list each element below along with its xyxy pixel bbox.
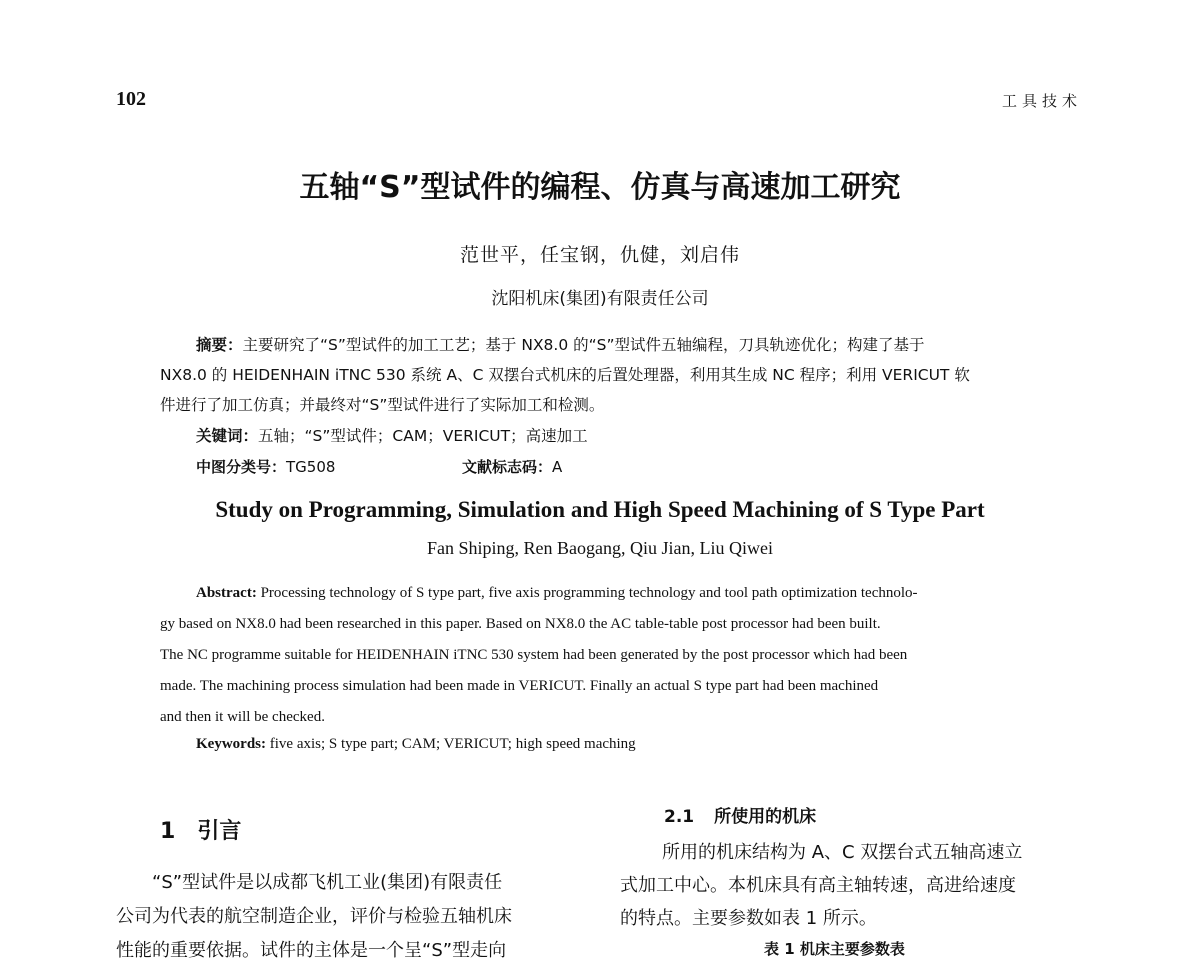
abstract-line: The NC programme suitable for HEIDENHAIN iTNC 530 system had been generated by the post processor which had been xyxy=(160,647,908,663)
section-heading xyxy=(160,814,241,845)
subsection-number: 2.1 xyxy=(664,807,695,827)
english-abstract xyxy=(160,578,1040,733)
abstract-label: 摘要： xyxy=(196,336,243,354)
subsection-title: 所使用的机床 xyxy=(714,807,817,827)
body-line: 所用的机床结构为 A、C 双摆台式五轴高速立 xyxy=(662,842,1023,863)
body-line: 公司为代表的航空制造企业，评价与检验五轴机床 xyxy=(116,906,512,927)
abstract-line: and then it will be checked. xyxy=(160,709,325,725)
abstract-label: Abstract: xyxy=(196,585,257,601)
page-number: 102 xyxy=(116,88,146,110)
keywords-value: five axis; S type part; CAM; VERICUT; high speed maching xyxy=(269,736,636,752)
abstract-line: gy based on NX8.0 had been researched in this paper. Based on NX8.0 the AC table-table post processor had been built. xyxy=(160,616,881,632)
body-line: 的特点。主要参数如表 1 所示。 xyxy=(620,908,877,929)
abstract-line: 件进行了加工仿真；并最终对“S”型试件进行了实际加工和检测。 xyxy=(160,396,605,414)
body-line: 性能的重要依据。试件的主体是一个呈“S”型走向 xyxy=(116,940,507,961)
body-line: 式加工中心。本机床具有高主轴转速，高进给速度 xyxy=(620,875,1016,896)
abstract-line: Processing technology of S type part, five axis programming technology and tool path optimization technolo- xyxy=(260,585,918,601)
keywords-label: 关键词： xyxy=(196,427,259,445)
body-line: “S”型试件是以成都飞机工业(集团)有限责任 xyxy=(152,872,503,893)
classification-number xyxy=(196,456,335,477)
english-title: Study on Programming, Simulation and High Speed Machining of S Type Part xyxy=(215,497,985,522)
section-body xyxy=(116,866,586,968)
keywords-label: Keywords: xyxy=(196,736,266,752)
classification-value: TG508 xyxy=(286,458,336,476)
subsection-heading xyxy=(664,802,816,827)
section-title: 引言 xyxy=(197,819,242,844)
doc-code-value: A xyxy=(552,458,563,476)
authors: 范世平，任宝钢，仇健，刘启伟 xyxy=(459,244,740,266)
abstract-line: NX8.0 的 HEIDENHAIN iTNC 530 系统 A、C 双摆台式机床的后置处理器，利用其生成 NC 程序；利用 VERICUT 软 xyxy=(160,366,970,384)
abstract-line: 主要研究了“S”型试件的加工工艺；基于 NX8.0 的“S”型试件五轴编程，刀具轨迹优化；构建了基于 xyxy=(242,336,925,354)
affiliation: 沈阳机床(集团)有限责任公司 xyxy=(491,289,709,309)
english-authors: Fan Shiping, Ren Baogang, Qiu Jian, Liu Qiwei xyxy=(427,538,773,558)
keywords-value: 五轴；“S”型试件；CAM；VERICUT；高速加工 xyxy=(258,427,588,445)
abstract-line: made. The machining process simulation had been made in VERICUT. Finally an actual S type part had been machined xyxy=(160,678,879,694)
classification-label: 中图分类号： xyxy=(196,458,287,476)
section-number: 1 xyxy=(160,819,176,844)
chinese-abstract xyxy=(160,330,1050,420)
chinese-keywords xyxy=(196,424,588,446)
document-code xyxy=(462,456,562,477)
doc-code-label: 文献标志码： xyxy=(462,458,553,476)
english-keywords xyxy=(196,736,636,753)
table-caption: 表 1 机床主要参数表 xyxy=(764,940,905,958)
paper-title: 五轴“S”型试件的编程、仿真与高速加工研究 xyxy=(299,170,901,205)
journal-name: 工具技术 xyxy=(1001,92,1082,110)
subsection-body xyxy=(620,836,1086,935)
